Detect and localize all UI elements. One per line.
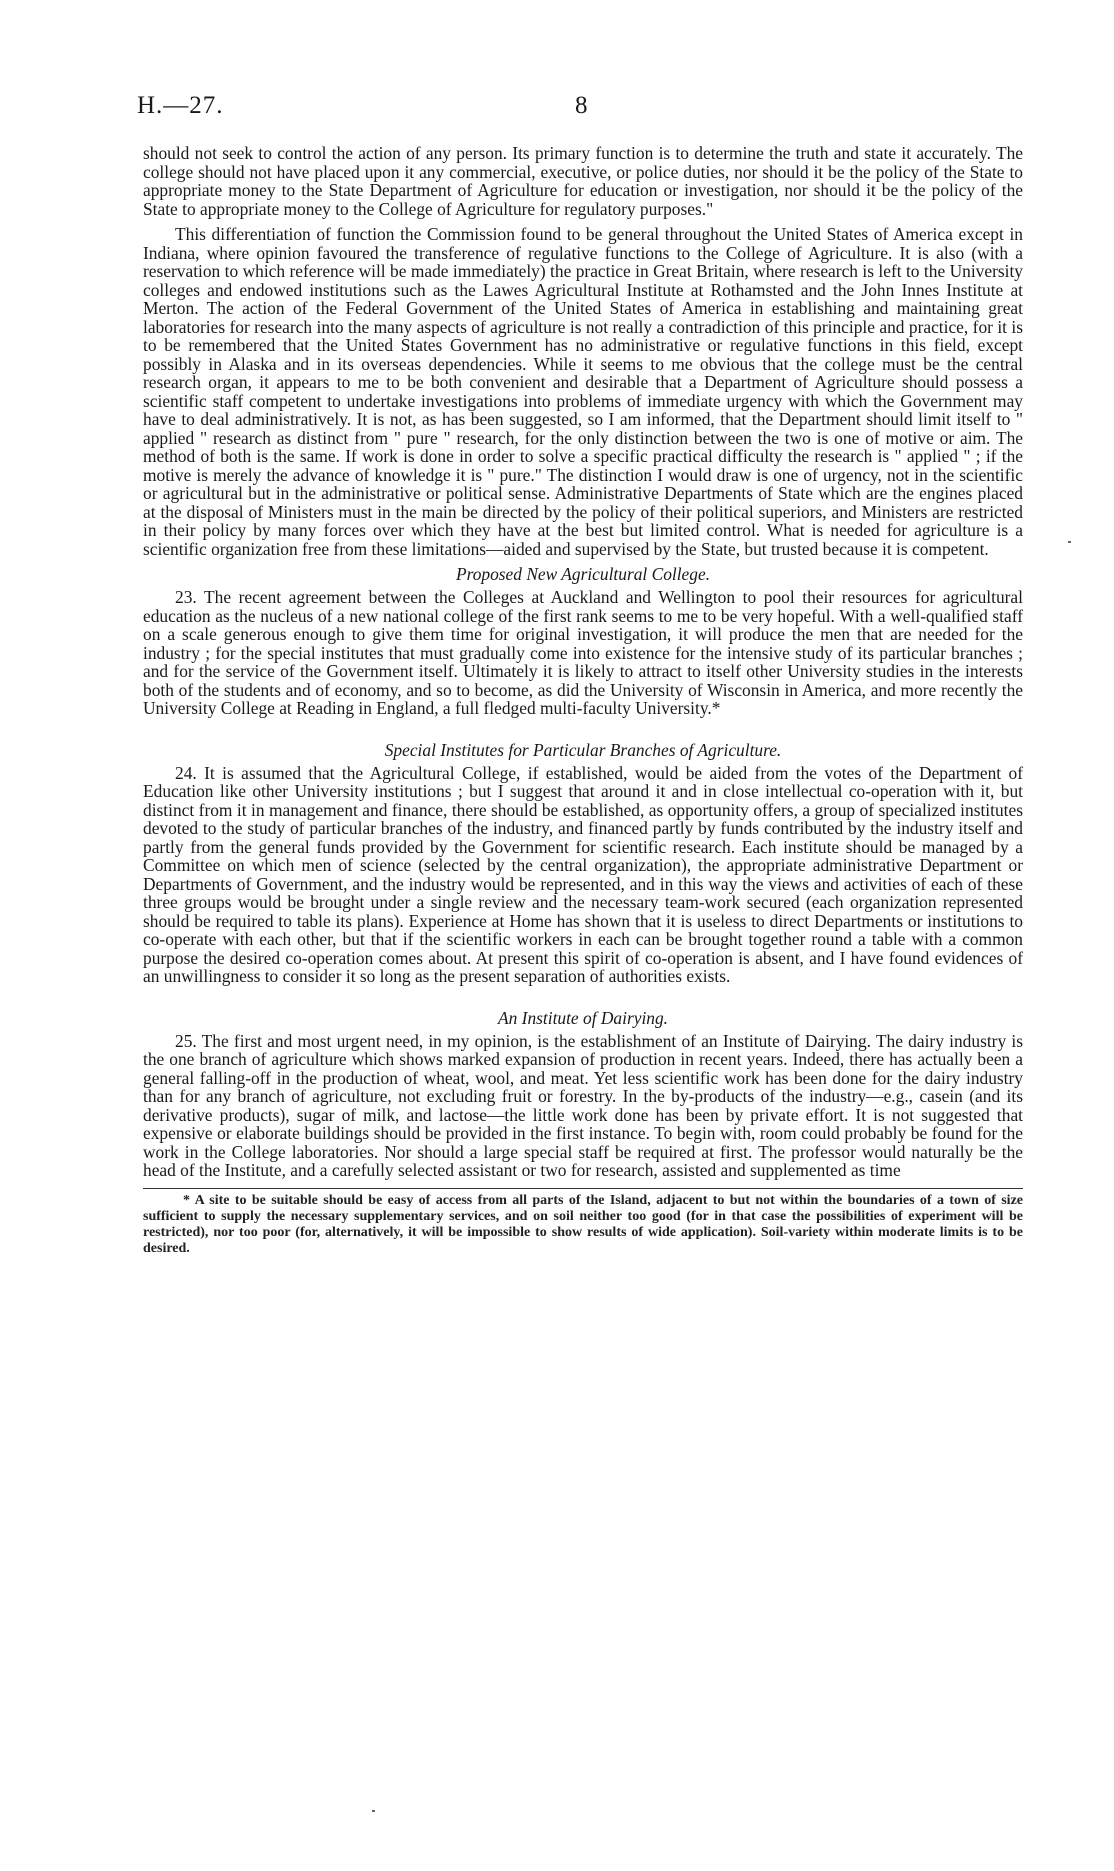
section-heading-dairying: An Institute of Dairying. [497, 1007, 669, 1028]
document-reference: H.—27. [137, 92, 224, 119]
section-heading-proposed-college: Proposed New Agricultural College. [455, 564, 711, 584]
footnote: * A site to be suitable should be easy of access from all parts of the Island, adjacent to but not within the boundaries of a town of size sufficient to supply the necessary supplementary services, and on soil neither too good (for in that case the possibilities of experiment will be restricted), nor too poor (for, alternatively, it will be impossible to show results of wide application). Soil-variety within moderate limits is to be desired. [143, 1192, 1023, 1256]
footnote-divider [143, 1188, 1023, 1189]
scan-speck [372, 1810, 375, 1812]
section-heading-special-institutes: Special Institutes for Particular Branches of Agriculture. [384, 739, 782, 760]
running-head [137, 92, 1023, 124]
document-page [137, 92, 1023, 1257]
paragraph-differentiation: This differentiation of function the Commission found to be general throughout the United States of America except in Indiana, where opinion favoured the transference of regulative functions to the College of Agriculture. It is also (with a reservation to which reference will be made immediately) the practice in Great Britain, where research is left to the University colleges and endowed institutions such as the Lawes Agricultural Institute at Rothamsted and the John Innes Institute at Merton. The action of the Federal Government of the United States of America in establishing and maintaining great laboratories for research into the many aspects of agriculture is not really a contradiction of this principle and practice, for it is to be remembered that the United States Government has no administrative or regulative functions in this field, except possibly in Alaska and in its overseas dependencies. While it seems to me obvious that the college must be the central research organ, it appears to me to be both convenient and desirable that a Department of Agriculture should possess a scientific staff competent to undertake investigations into problems of immediate urgency with which the Government may have to deal administratively. It is not, as has been suggested, so I am informed, that the Department should limit itself to " applied " research as distinct from " pure " research, for the only distinction between the two is one of motive or aim. The method of both is the same. If work is done in order to solve a specific practical difficulty the research is " applied " ; if the motive is merely the advance of knowledge it is " pure." The distinction I would draw is one of urgency, not in the scientific or agricultural but in the administrative or political sense. Administrative Departments of State which are the engines placed at the disposal of Ministers must in the main be directed by the policy of their political superiors, and Ministers are restricted in their policy by many forces over which they have at the best but limited control. What is needed for agriculture is a scientific organization free from these limitations—aided and supervised by the State, but trusted because it is competent. [143, 224, 1023, 559]
paragraph-25: 25. The first and most urgent need, in my opinion, is the establishment of an Institute of Dairying. The dairy industry is the one branch of agriculture which shows marked expansion of production in recent years. Indeed, there has actually been a general falling-off in the production of wheat, wool, and meat. Yet less scientific work has been done for the dairy industry than for any branch of agriculture, not excluding fruit or forestry. In the by-products of the industry—e.g., casein (and its derivative products), sugar of milk, and lactose—the little work done has been by private effort. It is not suggested that expensive or elaborate buildings should be provided in the first instance. To begin with, room could probably be found for the work in the College laboratories. Nor should a large special staff be required at first. The professor would naturally be the head of the Institute, and a carefully selected assistant or two for research, assisted and supplemented as time [143, 1030, 1023, 1180]
paragraph-23: 23. The recent agreement between the Colleges at Auckland and Wellington to pool their resources for agricultural education as the nucleus of a new national college of the first rank seems to me to be very hopeful. With a well-qualified staff on a scale generous enough to give them time for original investigation, it will produce the men that are needed for the industry ; for the special institutes that must gradually come into existence for the intensive study of its particular branches ; and for the service of the Government itself. Ultimately it is likely to attract to itself other University studies in the interests both of the students and of economy, and so to become, as did the University of Wisconsin in America, and more recently the University College at Reading in England, a full fledged multi-faculty University.* [143, 587, 1023, 718]
paragraph-continued: should not seek to control the action of any person. Its primary function is to determine the truth and state it accurately. The college should not have placed upon it any commercial, executive, or police duties, nor should it be the policy of the State to appropriate money to the State Department of Agriculture for education or investigation, nor should it be the policy of the State to appropriate money to the College of Agriculture for regulatory purposes." [143, 143, 1023, 219]
scan-speck [1068, 541, 1071, 543]
paragraph-24: 24. It is assumed that the Agricultural College, if established, would be aided from the votes of the Department of Education like other University institutions ; but I suggest that around it and in close intellectual co-operation with it, but distinct from it in management and finance, there should be established, as opportunity offers, a group of specialized institutes devoted to the study of particular branches of the industry, and financed partly by funds contributed by the industry itself and partly from the general funds provided by the Government for scientific research. Each institute should be managed by a Committee on which men of science (selected by the central organization), the appropriate administrative Department or Departments of Government, and the industry would be represented, and in this way the views and activities of each of these three groups would be brought under a single review and the necessary team-work secured (each organization represented should be required to table its plans). Experience at Home has shown that it is useless to direct Departments or institutions to co-operate with each other, but that if the scientific workers in each can be brought together round a table with a common purpose the desired co-operation comes about. At present this spirit of co-operation is absent, and I have found evidences of an unwillingness to consider it so long as the present separation of authorities exists. [143, 762, 1023, 986]
page-number: 8 [575, 92, 588, 119]
